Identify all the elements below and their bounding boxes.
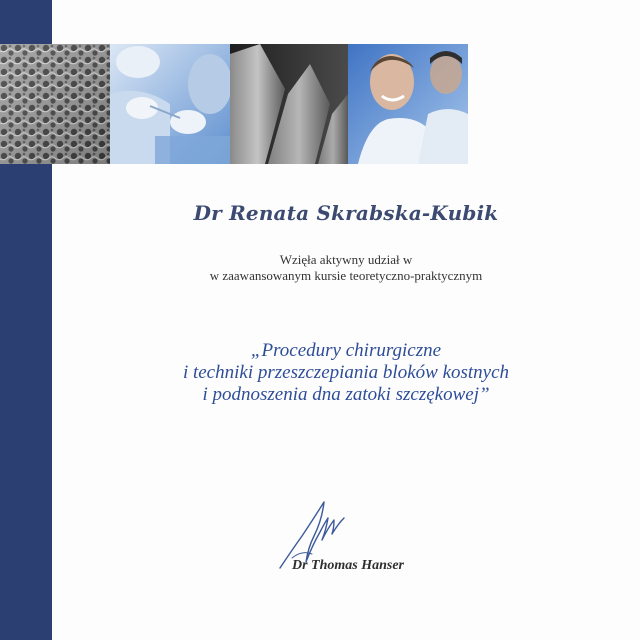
course-title-line-3: i podnoszenia dna zatoki szczękowej” <box>202 384 490 405</box>
course-title-line-1: „Procedury chirurgiczne <box>250 340 442 361</box>
recipient-name: Dr Renata Skrabska-Kubik <box>193 201 499 225</box>
intro-line-1: Wzięła aktywny udział w <box>279 252 413 267</box>
bone-texture-photo <box>0 44 110 164</box>
surgery-hands-photo <box>110 44 230 164</box>
signer-name: Dr Thomas Hanser <box>291 558 405 573</box>
intro-line-2: w zaawansowanym kursie teoretyczno-praktycznym <box>209 268 483 283</box>
implant-thread-photo <box>230 44 348 164</box>
smiling-dentist-photo <box>348 44 468 164</box>
header-photo-strip <box>0 44 468 164</box>
course-title-line-2: i techniki przeszczepiania bloków kostnych <box>182 362 510 383</box>
